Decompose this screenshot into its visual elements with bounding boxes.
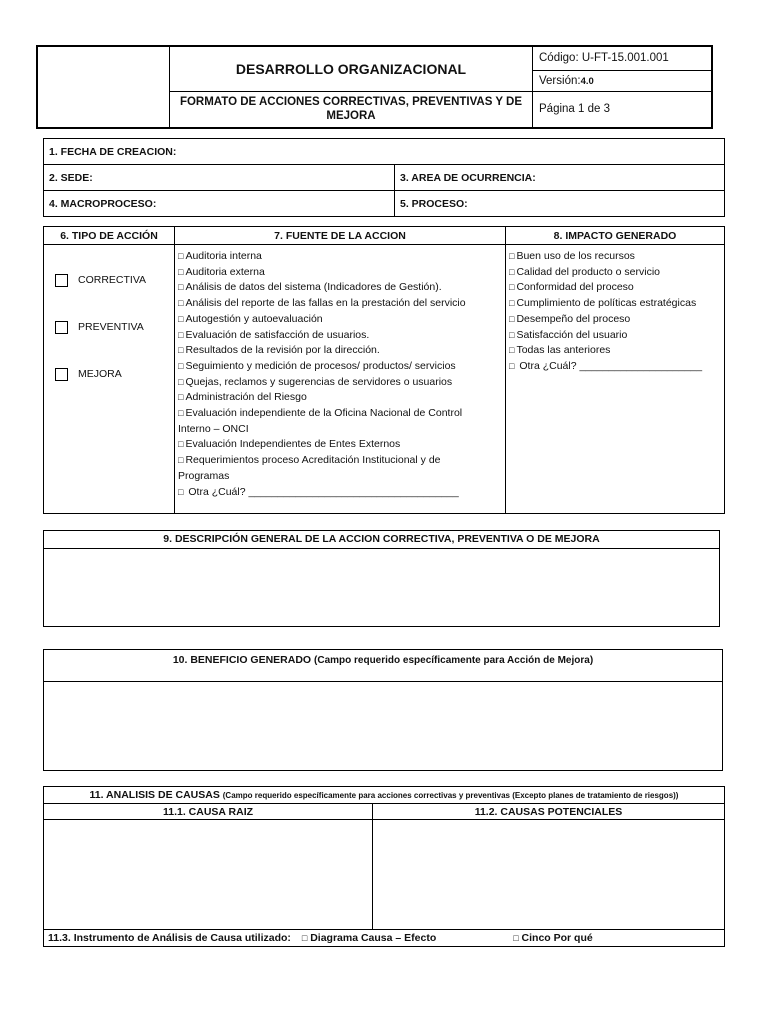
checkbox-icon: □ (509, 329, 515, 340)
fuente-item[interactable]: □ Auditoria interna (178, 250, 262, 262)
analisis-title: 11. ANALISIS DE CAUSAS (Campo requerido específicamente para acciones correctivas y preventivas (Excepto planes de tratamiento de riesgos)) (44, 787, 725, 804)
fuente-item[interactable]: □ Análisis de datos del sistema (Indicadores de Gestión). (178, 281, 442, 294)
impacto-item[interactable]: □ Desempeño del proceso (509, 312, 631, 325)
impacto-item[interactable]: □ Conformidad del proceso (509, 281, 634, 294)
checkbox-icon: □ (178, 408, 184, 419)
checkbox-icon: □ (178, 345, 184, 356)
header-title: DESARROLLO ORGANIZACIONAL (170, 46, 533, 91)
codigo-label: Código: U-FT-15.001.001 (533, 46, 713, 70)
version-label: Versión:4.0 (533, 70, 713, 91)
checkbox-icon: □ (509, 313, 515, 324)
impacto-generado-cell (506, 245, 725, 514)
fuente-accion-header: 7. FUENTE DE LA ACCION (175, 227, 506, 245)
header-subtitle: FORMATO DE ACCIONES CORRECTIVAS, PREVENTIVAS Y DE MEJORA (170, 91, 533, 128)
proceso-field[interactable]: 5. PROCESO: (395, 191, 725, 217)
impacto-item[interactable]: □ Buen uso de los recursos (509, 250, 635, 262)
checkbox-icon: □ (509, 251, 515, 261)
causas-potenciales-header: 11.2. CAUSAS POTENCIALES (373, 804, 725, 820)
beneficio-section (43, 649, 723, 771)
correctiva-option[interactable]: CORRECTIVA (55, 273, 171, 288)
sede-field[interactable]: 2. SEDE: (44, 165, 395, 191)
checkbox-icon: □ (178, 455, 184, 466)
diagrama-option[interactable]: □ Diagrama Causa – Efecto (301, 932, 437, 944)
fuente-item[interactable]: □ Seguimiento y medición de procesos/ productos/ servicios (178, 359, 456, 372)
checkbox-icon: □ (178, 251, 184, 261)
analisis-causas-table (43, 786, 725, 947)
checkbox-icon: □ (178, 266, 184, 277)
pagina-label: Página 1 de 3 (533, 91, 713, 128)
impacto-generado-header: 8. IMPACTO GENERADO (506, 227, 725, 245)
checkbox-icon: □ (178, 486, 184, 497)
fuente-item[interactable]: □ Evaluación independiente de la Oficina Nacional de Control (178, 407, 463, 420)
fuente-item-continuation: Interno – ONCI (178, 422, 249, 435)
logo-cell (37, 46, 170, 128)
checkbox-icon[interactable] (55, 368, 68, 381)
checkbox-icon: □ (509, 266, 515, 277)
causas-potenciales-field[interactable] (373, 820, 725, 930)
checkbox-icon: □ (301, 933, 308, 943)
beneficio-textarea[interactable] (44, 682, 722, 770)
descripcion-title: 9. DESCRIPCIÓN GENERAL DE LA ACCION CORRECTIVA, PREVENTIVA O DE MEJORA (44, 531, 719, 549)
fuente-item-continuation: Programas (178, 469, 230, 482)
fuente-item[interactable]: □ Autogestión y autoevaluación (178, 312, 323, 325)
fecha-creacion-field[interactable]: 1. FECHA DE CREACION: (44, 139, 725, 165)
macroproceso-field[interactable]: 4. MACROPROCESO: (44, 191, 395, 217)
checkbox-icon[interactable] (55, 274, 68, 287)
impacto-item[interactable]: □ Calidad del producto o servicio (509, 265, 661, 278)
document-header (36, 45, 713, 129)
checkbox-icon: □ (509, 360, 515, 371)
general-info-table (43, 138, 725, 217)
fuente-item[interactable]: □ Evaluación Independientes de Entes Externos (178, 438, 401, 451)
impacto-item[interactable]: □ Satisfacción del usuario (509, 328, 628, 341)
fuente-item[interactable]: □ Análisis del reporte de las fallas en la prestación del servicio (178, 297, 466, 310)
causa-raiz-field[interactable] (44, 820, 373, 930)
checkbox-icon: □ (178, 360, 184, 371)
checkbox-icon: □ (509, 345, 515, 356)
impacto-otra-field[interactable]: □ Otra ¿Cuál? _____________________ (509, 359, 703, 372)
fuente-otra-field[interactable]: □ Otra ¿Cuál? ____________________________________ (178, 485, 459, 498)
checkbox-icon: □ (513, 933, 519, 943)
checkbox-icon: □ (178, 392, 184, 403)
action-classification-table (43, 226, 725, 514)
checkbox-icon: □ (178, 329, 184, 340)
version-value: 4.0 (580, 75, 594, 87)
checkbox-icon: □ (178, 298, 184, 309)
impacto-item[interactable]: □ Cumplimiento de políticas estratégicas (509, 297, 697, 310)
checkbox-icon: □ (178, 282, 184, 293)
checkbox-icon[interactable] (55, 321, 68, 334)
fuente-item[interactable]: □ Administración del Riesgo (178, 391, 307, 404)
tipo-accion-header: 6. TIPO DE ACCIÓN (44, 227, 175, 245)
fuente-item[interactable]: □ Resultados de la revisión por la dirección. (178, 344, 380, 357)
fuente-item[interactable]: □ Quejas, reclamos y sugerencias de servidores o usuarios (178, 375, 453, 388)
fuente-item[interactable]: □ Auditoria externa (178, 265, 265, 278)
checkbox-icon: □ (509, 282, 515, 293)
fuente-item[interactable]: □ Requerimientos proceso Acreditación Institucional y de (178, 454, 441, 467)
instrumento-row: 11.3. Instrumento de Análisis de Causa utilizado: □ Diagrama Causa – Efecto □ Cinco Por qué (44, 930, 725, 947)
area-ocurrencia-field[interactable]: 3. AREA DE OCURRENCIA: (395, 165, 725, 191)
checkbox-icon: □ (509, 298, 515, 309)
causa-raiz-header: 11.1. CAUSA RAIZ (44, 804, 373, 820)
fuente-item[interactable]: □ Evaluación de satisfacción de usuarios. (178, 328, 370, 341)
fuente-accion-cell (175, 245, 506, 514)
tipo-accion-cell (44, 245, 175, 514)
descripcion-textarea[interactable] (44, 549, 719, 627)
descripcion-section (43, 530, 720, 627)
impacto-item[interactable]: □ Todas las anteriores (509, 344, 611, 357)
mejora-option[interactable]: MEJORA (55, 367, 171, 382)
checkbox-icon: □ (178, 376, 184, 387)
cinco-por-que-option[interactable]: □ Cinco Por qué (513, 932, 593, 944)
checkbox-icon: □ (178, 439, 184, 450)
beneficio-title: 10. BENEFICIO GENERADO (Campo requerido específicamente para Acción de Mejora) (44, 650, 722, 682)
preventiva-option[interactable]: PREVENTIVA (55, 320, 171, 335)
checkbox-icon: □ (178, 313, 184, 324)
